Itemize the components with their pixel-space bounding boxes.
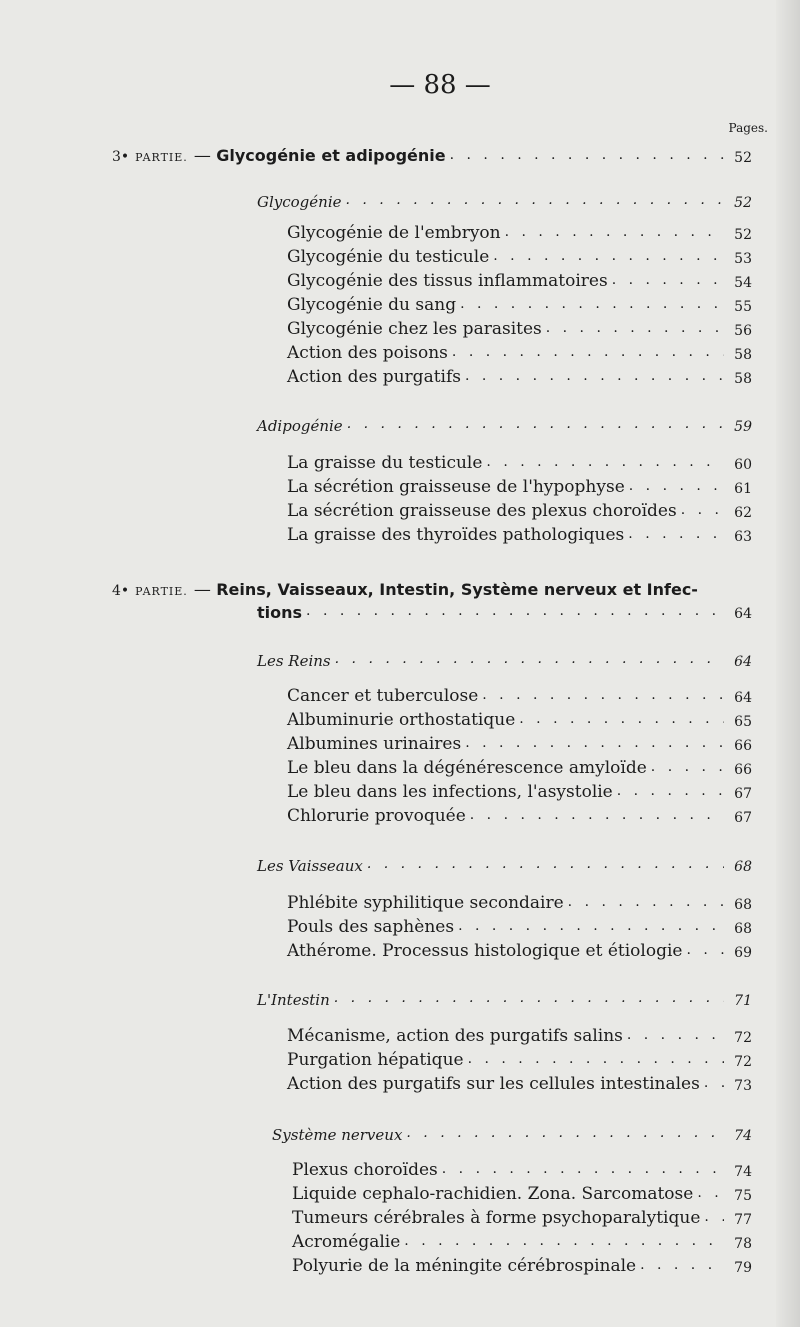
entry-title: Glycogénie du sang xyxy=(287,295,457,315)
section-title: Adipogénie xyxy=(257,417,343,435)
section-title: Les Vaisseaux xyxy=(257,857,363,875)
page-ref: 65 xyxy=(734,714,752,730)
dot-leader xyxy=(681,503,724,517)
page-ref: 54 xyxy=(734,275,752,291)
page-ref: 72 xyxy=(734,1054,752,1070)
toc-entry[interactable] xyxy=(287,363,752,387)
entry-title: La sécrétion graisseuse des plexus choroïdes xyxy=(287,501,677,521)
page-ref: 64 xyxy=(734,690,752,706)
page-ref: 67 xyxy=(734,810,752,826)
toc-entry[interactable] xyxy=(287,778,752,802)
page-ref: 53 xyxy=(734,251,752,267)
dot-leader xyxy=(465,736,724,750)
toc-section[interactable] xyxy=(257,646,752,670)
section-title: Les Reins xyxy=(257,652,331,670)
page-ref: 74 xyxy=(734,1128,752,1144)
dot-leader xyxy=(468,1052,724,1066)
toc-section[interactable] xyxy=(257,187,752,211)
page-ref: 56 xyxy=(734,323,752,339)
page-ref: 59 xyxy=(734,419,752,435)
page-ref: 66 xyxy=(734,762,752,778)
toc-part-3[interactable] xyxy=(112,142,752,166)
page-ref: 68 xyxy=(734,921,752,937)
entry-title: Chlorurie provoquée xyxy=(287,806,466,826)
toc-entry[interactable] xyxy=(287,291,752,315)
toc-part-4-line2[interactable] xyxy=(257,598,752,622)
toc-entry[interactable] xyxy=(287,802,752,826)
dot-leader xyxy=(640,1258,724,1272)
dot-leader xyxy=(651,760,724,774)
part-title: Reins, Vaisseaux, Intestin, Système nerveux et Infec- xyxy=(216,580,698,599)
toc-entry[interactable] xyxy=(287,937,752,961)
toc-entry[interactable] xyxy=(292,1228,752,1252)
part-title: Glycogénie et adipogénie xyxy=(216,146,446,165)
toc-entry[interactable] xyxy=(292,1252,752,1276)
dot-leader xyxy=(334,991,724,1005)
dot-leader xyxy=(493,249,724,263)
entry-title: Plexus choroïdes xyxy=(292,1160,438,1180)
dot-leader xyxy=(486,455,724,469)
dot-leader xyxy=(367,857,724,871)
page-ref: 78 xyxy=(734,1236,752,1252)
dot-leader xyxy=(458,919,724,933)
dot-leader xyxy=(627,1028,724,1042)
entry-title: Phlébite syphilitique secondaire xyxy=(287,893,564,913)
entry-title: La sécrétion graisseuse de l'hypophyse xyxy=(287,477,625,497)
dot-leader xyxy=(306,604,724,618)
part-number: 4• xyxy=(112,583,130,599)
entry-title: Le bleu dans les infections, l'asystolie xyxy=(287,782,613,802)
toc-entry[interactable] xyxy=(287,315,752,339)
toc-entry[interactable] xyxy=(287,497,752,521)
page-ref: 64 xyxy=(734,606,752,622)
toc-entry[interactable] xyxy=(287,1022,752,1046)
toc-entry[interactable] xyxy=(287,521,752,545)
pages-column-label: Pages. xyxy=(728,121,768,135)
section-title: Système nerveux xyxy=(272,1126,403,1144)
entry-title: Purgation hépatique xyxy=(287,1050,464,1070)
entry-title: Athérome. Processus histologique et étiologie xyxy=(287,941,683,961)
entry-title: Action des purgatifs xyxy=(287,367,461,387)
entry-title: Cancer et tuberculose xyxy=(287,686,479,706)
page-ref: 68 xyxy=(734,859,752,875)
dot-leader xyxy=(347,417,724,431)
dot-leader xyxy=(617,784,724,798)
entry-title: Glycogénie des tissus inflammatoires xyxy=(287,271,608,291)
dot-leader xyxy=(568,895,724,909)
part-number: 3• xyxy=(112,149,130,165)
page-ref: 52 xyxy=(734,150,752,166)
toc-entry[interactable] xyxy=(287,219,752,243)
section-title: L'Intestin xyxy=(257,991,330,1009)
page-number: — 88 — xyxy=(389,70,491,100)
entry-title: Glycogénie du testicule xyxy=(287,247,490,267)
dot-leader xyxy=(519,712,724,726)
page-edge xyxy=(776,0,800,1327)
page-ref: 58 xyxy=(734,371,752,387)
page-ref: 79 xyxy=(734,1260,752,1276)
dot-leader xyxy=(686,943,724,957)
entry-title: Albumines urinaires xyxy=(287,734,462,754)
dot-leader xyxy=(628,527,724,541)
dot-leader xyxy=(452,345,724,359)
toc-entry[interactable] xyxy=(287,1070,752,1094)
toc-entry[interactable] xyxy=(287,730,752,754)
toc-entry[interactable] xyxy=(287,754,752,778)
page-ref: 74 xyxy=(734,1164,752,1180)
dot-leader xyxy=(704,1210,724,1224)
dot-leader xyxy=(460,297,724,311)
toc-entry[interactable] xyxy=(292,1180,752,1204)
page-ref: 58 xyxy=(734,347,752,363)
page-ref: 71 xyxy=(734,993,752,1009)
entry-title: La graisse du testicule xyxy=(287,453,483,473)
page-ref: 52 xyxy=(734,227,752,243)
toc-entry[interactable] xyxy=(287,339,752,363)
toc-section[interactable] xyxy=(257,985,752,1009)
page-ref: 52 xyxy=(734,195,752,211)
toc-section[interactable] xyxy=(257,851,752,875)
entry-title: Pouls des saphènes xyxy=(287,917,455,937)
entry-title: Action des purgatifs sur les cellules intestinales xyxy=(287,1074,700,1094)
entry-title: Polyurie de la méningite cérébrospinale xyxy=(292,1256,637,1276)
toc-entry[interactable] xyxy=(287,1046,752,1070)
partie-label: PARTIE. xyxy=(135,585,188,598)
toc-section[interactable] xyxy=(272,1120,752,1144)
dot-leader xyxy=(470,808,724,822)
toc-entry[interactable] xyxy=(287,267,752,291)
dot-leader xyxy=(629,479,724,493)
dot-leader xyxy=(697,1186,724,1200)
part-title-continued: tions xyxy=(257,603,303,622)
dot-leader xyxy=(505,225,724,239)
toc-entry[interactable] xyxy=(292,1204,752,1228)
page-ref: 63 xyxy=(734,529,752,545)
dash: — xyxy=(193,146,211,166)
entry-title: Le bleu dans la dégénérescence amyloïde xyxy=(287,758,647,778)
partie-label: PARTIE. xyxy=(135,151,188,164)
toc-entry[interactable] xyxy=(287,682,752,706)
section-title: Glycogénie xyxy=(257,193,342,211)
dot-leader xyxy=(450,148,724,162)
dot-leader xyxy=(465,369,724,383)
toc-entry[interactable] xyxy=(287,913,752,937)
dash: — xyxy=(193,580,211,600)
page-ref: 72 xyxy=(734,1030,752,1046)
page-ref: 61 xyxy=(734,481,752,497)
dot-leader xyxy=(335,652,724,666)
toc-entry[interactable] xyxy=(292,1156,752,1180)
entry-title: Tumeurs cérébrales à forme psychoparalytique xyxy=(292,1208,701,1228)
page-ref: 64 xyxy=(734,654,752,670)
entry-title: Glycogénie chez les parasites xyxy=(287,319,542,339)
dot-leader xyxy=(612,273,724,287)
toc-entry[interactable] xyxy=(287,243,752,267)
entry-title: Liquide cephalo-rachidien. Zona. Sarcomatose xyxy=(292,1184,694,1204)
toc-section[interactable] xyxy=(257,411,752,435)
toc-entry[interactable] xyxy=(287,889,752,913)
dot-leader xyxy=(482,688,724,702)
page-ref: 55 xyxy=(734,299,752,315)
entry-title: La graisse des thyroïdes pathologiques xyxy=(287,525,625,545)
page-ref: 69 xyxy=(734,945,752,961)
page-ref: 60 xyxy=(734,457,752,473)
toc-entry[interactable] xyxy=(287,473,752,497)
toc-entry[interactable] xyxy=(287,449,752,473)
dot-leader xyxy=(404,1234,724,1248)
page-ref: 66 xyxy=(734,738,752,754)
entry-title: Glycogénie de l'embryon xyxy=(287,223,501,243)
page-ref: 73 xyxy=(734,1078,752,1094)
page-ref: 67 xyxy=(734,786,752,802)
page-ref: 75 xyxy=(734,1188,752,1204)
dot-leader xyxy=(406,1126,724,1140)
page-ref: 62 xyxy=(734,505,752,521)
entry-title: Albuminurie orthostatique xyxy=(287,710,516,730)
dot-leader xyxy=(346,193,725,207)
toc-entry[interactable] xyxy=(287,706,752,730)
dot-leader xyxy=(442,1162,724,1176)
entry-title: Action des poisons xyxy=(287,343,448,363)
dot-leader xyxy=(546,321,724,335)
page-ref: 68 xyxy=(734,897,752,913)
dot-leader xyxy=(704,1076,724,1090)
page-ref: 77 xyxy=(734,1212,752,1228)
entry-title: Acromégalie xyxy=(292,1232,401,1252)
entry-title: Mécanisme, action des purgatifs salins xyxy=(287,1026,623,1046)
